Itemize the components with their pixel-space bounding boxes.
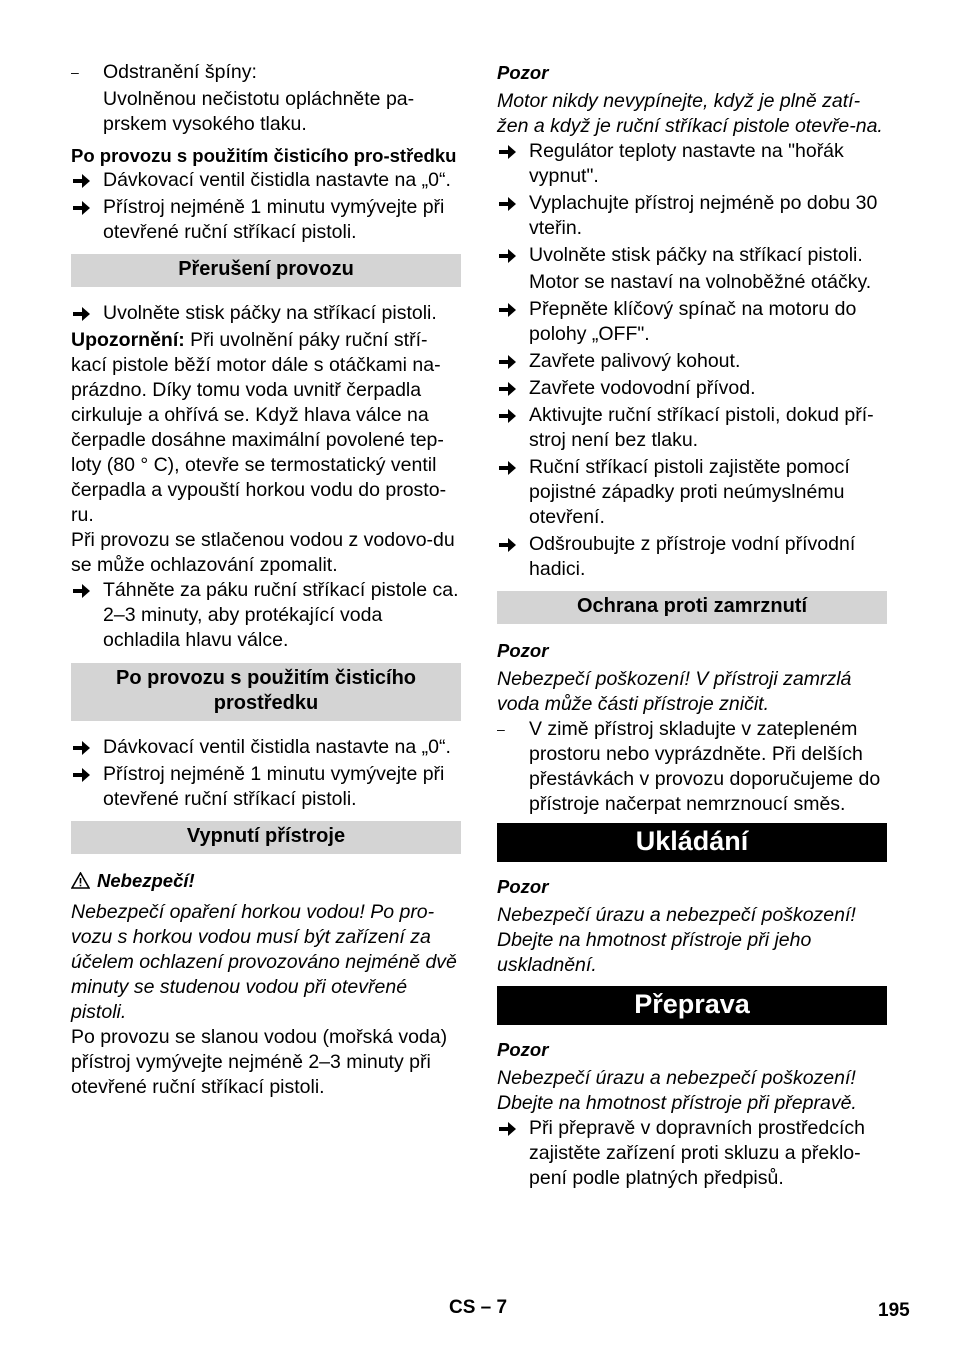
arrow-right-icon	[73, 201, 90, 215]
chapter-heading-transport: Přeprava	[497, 986, 887, 1025]
notice-text: Při uvolnění páky ruční stří-kací pistole běží motor dále s otáčkami na-prázdno. Díky tomu voda uvnitř čerpadla cirkuluje a ohřívá se. Když hlava válce na čerpadle dosáhne maximální povolené tep-loty (80 ° C), otevře se termostatický ventil čerpadla a vypouští horkou vodu do prosto-ru.	[71, 329, 447, 526]
step-text: Při přepravě v dopravních prostředcích zajistěte zařízení proti skluzu a překlo-pení podle platných předpisů.	[529, 1117, 865, 1189]
danger-heading	[71, 868, 461, 893]
step-item	[497, 1116, 887, 1191]
caution-text: Nebezpečí úrazu a nebezpečí poškození! Dbejte na hmotnost přístroje při přepravě.	[497, 1067, 857, 1114]
arrow-right-icon	[499, 461, 516, 475]
arrow-right-icon	[73, 307, 90, 321]
arrow-right-icon	[499, 355, 516, 369]
step-text: Ruční stříkací pistoli zajistěte pomocí pojistné západky proti neúmyslnému otevření.	[529, 456, 850, 528]
step-text: Táhněte za páku ruční stříkací pistole ca. 2–3 minuty, aby protékající voda ochladila hlavu válce.	[103, 579, 459, 651]
step-text: Odšroubujte z přístroje vodní přívodní hadici.	[529, 533, 856, 580]
step-item	[497, 532, 887, 582]
dash-item-frost	[497, 717, 887, 817]
arrow-right-icon	[499, 382, 516, 396]
section-heading-detergent: Po provozu s použitím čisticího prostředku	[71, 663, 461, 721]
step-item	[497, 403, 887, 453]
arrow-right-icon	[499, 249, 516, 263]
caution-label: Pozor	[497, 876, 549, 897]
step-text: Dávkovací ventil čistidla nastavte na „0“.	[103, 169, 451, 191]
step-item	[71, 195, 461, 245]
step-item	[497, 376, 887, 401]
step-text: Uvolněte stisk páčky na stříkací pistoli.	[103, 302, 437, 324]
step-text: Dávkovací ventil čistidla nastavte na „0“.	[103, 736, 451, 758]
step-text: Přepněte klíčový spínač na motoru do polohy „OFF".	[529, 298, 857, 345]
caution-text: Motor nikdy nevypínejte, když je plně zatí-žen a když je ruční stříkací pistole otevře-na.	[497, 90, 883, 137]
arrow-right-icon	[499, 197, 516, 211]
step-text: Regulátor teploty nastavte na "hořák vypnut".	[529, 140, 844, 187]
dirt-label: Odstranění špíny:	[103, 61, 257, 83]
arrow-right-icon	[499, 145, 516, 159]
arrow-right-icon	[73, 768, 90, 782]
step-item	[497, 243, 887, 295]
section-heading-interrupt: Přerušení provozu	[71, 254, 461, 287]
footer-page-number: 195	[878, 1300, 910, 1321]
dash-icon: –	[71, 64, 79, 80]
caution-label: Pozor	[497, 1039, 549, 1060]
step-text: Přístroj nejméně 1 minutu vymývejte při otevřené ruční stříkací pistoli.	[103, 763, 445, 810]
step-item	[497, 349, 887, 374]
warning-triangle-icon	[71, 872, 90, 889]
notice-paragraph	[71, 328, 461, 528]
step-item	[71, 762, 461, 812]
dash-item-dirt	[71, 60, 461, 137]
left-column	[71, 60, 461, 1100]
step-text: Uvolněte stisk páčky na stříkací pistoli.	[529, 244, 863, 266]
step-note: Motor se nastaví na volnoběžné otáčky.	[529, 271, 872, 293]
dirt-text: Uvolněnou nečistotu opláchněte pa-prskem vysokého tlaku.	[103, 88, 415, 135]
chapter-heading-storage: Ukládání	[497, 823, 887, 862]
step-item	[497, 191, 887, 241]
danger-text: Nebezpečí opaření horkou vodou! Po pro-vozu s horkou vodou musí být zařízení za účelem ochlazení provozováno nejméně dvě minuty se studenou vodou při otevřené pistoli.	[71, 901, 457, 1023]
arrow-right-icon	[73, 741, 90, 755]
cooling-paragraph: Při provozu se stlačenou vodou z vodovo-du se může ochlazování zpomalit.	[71, 529, 455, 576]
step-text: Přístroj nejméně 1 minutu vymývejte při otevřené ruční stříkací pistoli.	[103, 196, 445, 243]
step-item	[497, 297, 887, 347]
step-item	[71, 578, 461, 653]
notice-label: Upozornění:	[71, 329, 185, 351]
arrow-right-icon	[73, 174, 90, 188]
saltwater-paragraph: Po provozu se slanou vodou (mořská voda) přístroj vymývejte nejméně 2–3 minuty při otevřené ruční stříkací pistoli.	[71, 1026, 448, 1098]
step-text: Vyplachujte přístroj nejméně po dobu 30 vteřin.	[529, 192, 878, 239]
step-item	[71, 168, 461, 193]
arrow-right-icon	[499, 538, 516, 552]
step-text: Aktivujte ruční stříkací pistoli, dokud pří-stroj není bez tlaku.	[529, 404, 874, 451]
subheading-detergent: Po provozu s použitím čisticího pro-středku	[71, 145, 457, 166]
step-item	[497, 455, 887, 530]
step-item	[71, 301, 461, 326]
caution-text: Nebezpečí poškození! V přístroji zamrzlá voda může části přístroje zničit.	[497, 668, 852, 715]
step-item	[71, 735, 461, 760]
footer-language-page: CS – 7	[449, 1297, 508, 1318]
dash-icon: –	[497, 721, 505, 737]
section-heading-shutdown: Vypnutí přístroje	[71, 821, 461, 854]
right-column	[497, 60, 887, 1191]
caution-text: Nebezpečí úrazu a nebezpečí poškození! Dbejte na hmotnost přístroje při jeho uskladnění.	[497, 904, 856, 976]
arrow-right-icon	[499, 1122, 516, 1136]
arrow-right-icon	[499, 409, 516, 423]
step-text: Zavřete vodovodní přívod.	[529, 377, 756, 399]
caution-label: Pozor	[497, 62, 549, 83]
step-item	[497, 139, 887, 189]
section-heading-frost: Ochrana proti zamrznutí	[497, 591, 887, 624]
arrow-right-icon	[73, 584, 90, 598]
step-text: Zavřete palivový kohout.	[529, 350, 741, 372]
frost-text: V zimě přístroj skladujte v zatepleném prostoru nebo vyprázdněte. Při delších přestávkách v provozu doporučujeme do přístroje načerpat nemrznoucí směs.	[529, 718, 881, 815]
caution-label: Pozor	[497, 640, 549, 661]
danger-label: Nebezpečí!	[97, 870, 195, 891]
arrow-right-icon	[499, 303, 516, 317]
